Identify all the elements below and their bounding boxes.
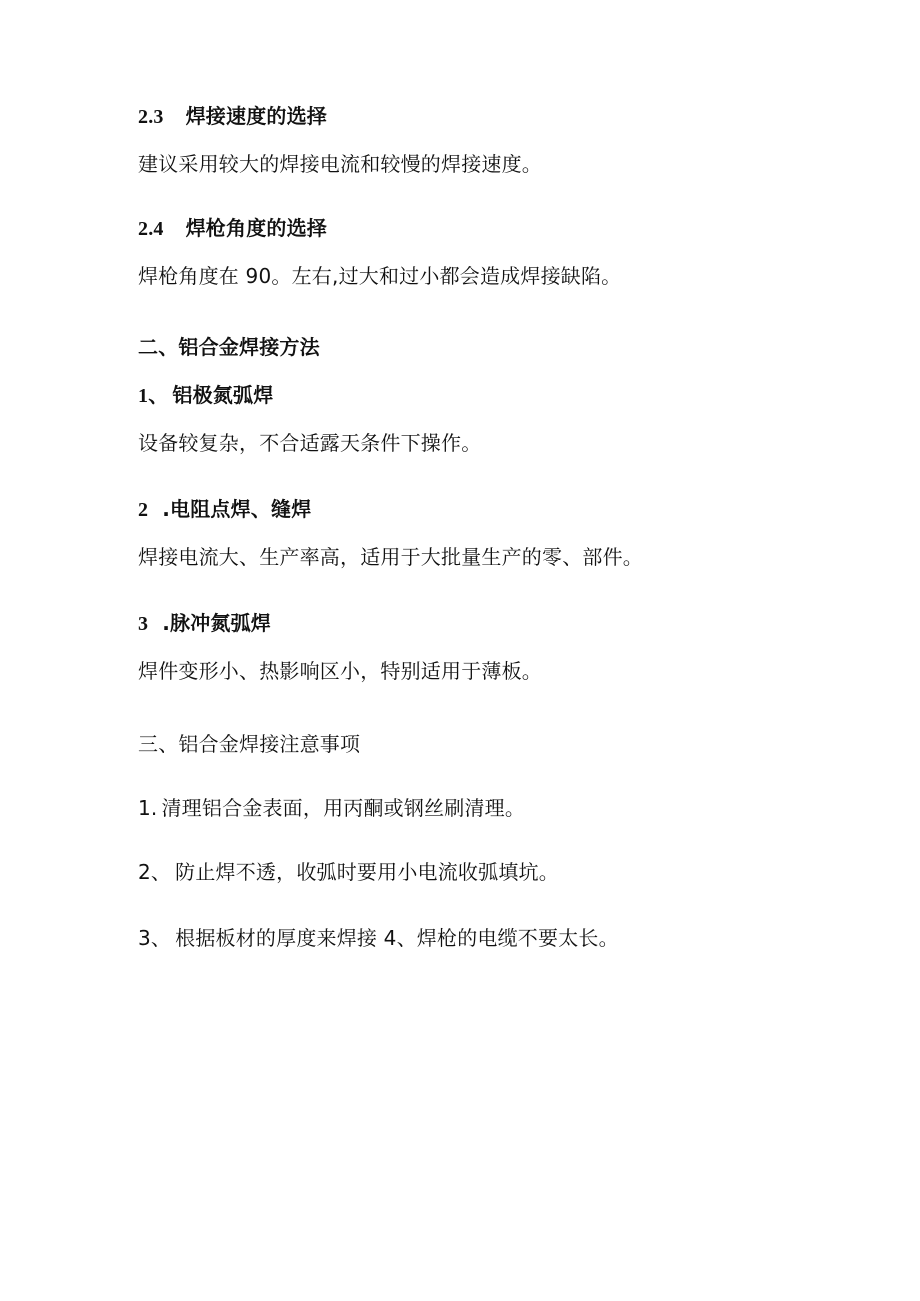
method-heading-3 (138, 613, 271, 634)
paragraph-welding-speed: 建议采用较大的焊接电流和较慢的焊接速度。 (138, 152, 542, 176)
note-number: 3、 (138, 926, 172, 950)
method-number: 1、 (138, 385, 169, 407)
chapter-heading-methods: 二、铝合金焊接方法 (138, 335, 320, 359)
note-item-1 (138, 798, 525, 818)
section-title: 焊枪角度的选择 (185, 216, 328, 240)
method-desc-2: 焊接电流大、生产率高，适用于大批量生产的零、部件。 (138, 545, 643, 569)
note-text: 清理铝合金表面，用丙酮或钢丝刷清理。 (161, 796, 526, 820)
note-text: 防止焊不透，收弧时要用小电流收弧填坑。 (175, 860, 559, 884)
section-number: 2.3 (138, 106, 164, 128)
method-heading-1 (138, 385, 273, 406)
method-number: 2 (138, 499, 149, 521)
note-number: 2、 (138, 860, 172, 884)
paragraph-torch-angle: 焊枪角度在 90。左右,过大和过小都会造成焊接缺陷。 (138, 264, 622, 288)
note-item-3 (138, 928, 619, 948)
method-title: .脉冲氮弧焊 (162, 611, 272, 635)
note-number: 1. (138, 796, 158, 820)
method-number: 3 (138, 613, 149, 635)
note-item-2 (138, 862, 559, 882)
method-desc-3: 焊件变形小、热影响区小，特别适用于薄板。 (138, 659, 542, 683)
method-heading-2 (138, 499, 311, 520)
section-number: 2.4 (138, 218, 164, 240)
section-title: 焊接速度的选择 (185, 104, 328, 128)
method-desc-1: 设备较复杂，不合适露天条件下操作。 (138, 431, 482, 455)
chapter-heading-notes: 三、铝合金焊接注意事项 (138, 732, 361, 756)
section-heading-2-4 (138, 218, 327, 239)
method-title: 铝极氮弧焊 (172, 383, 274, 407)
method-title: .电阻点焊、缝焊 (162, 497, 312, 521)
section-heading-2-3 (138, 106, 327, 127)
note-text: 根据板材的厚度来焊接 4、焊枪的电缆不要太长。 (175, 926, 619, 950)
